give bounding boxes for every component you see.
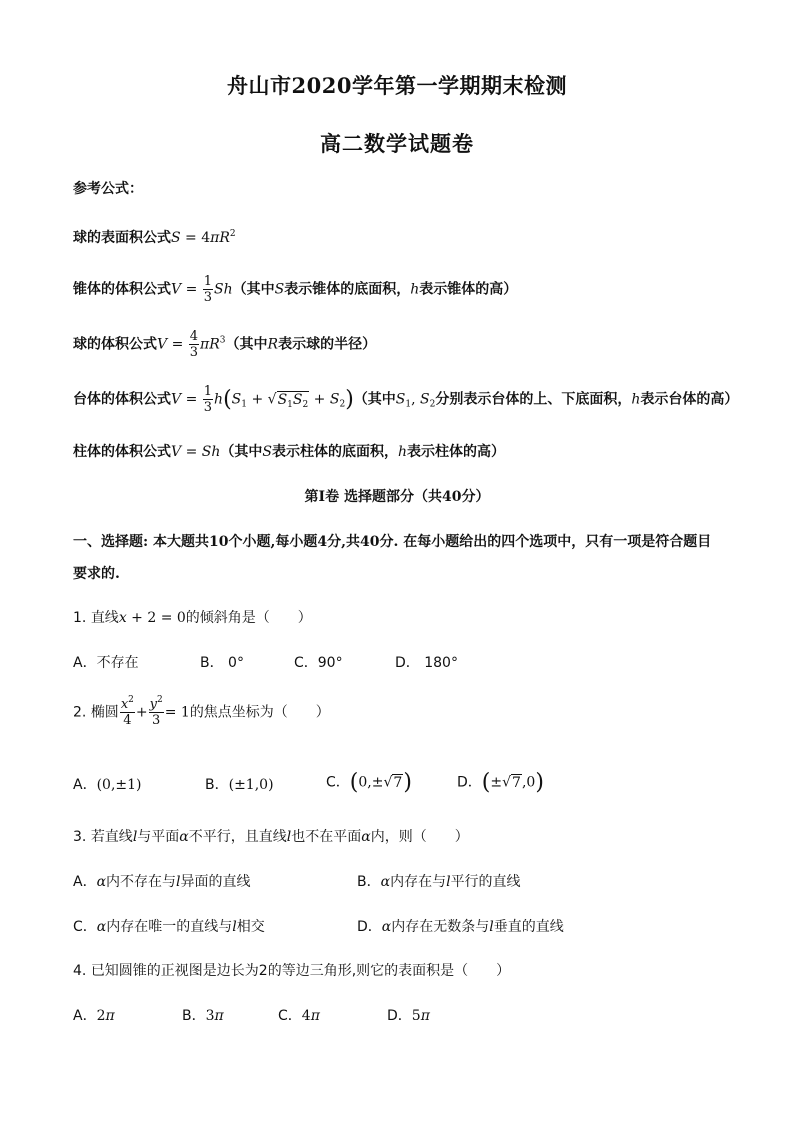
part-title: 第Ⅰ卷 选择题部分（共40分） — [304, 489, 490, 505]
formula-label: 柱体的体积公式 — [73, 444, 171, 460]
q3-option-d[interactable]: D．α内存在无数条与l垂直的直线 — [357, 919, 564, 935]
question-2: 2. 椭圆 $\frac{x^2}{4}$ + $\frac{y^2}{3}$ = 1的焦点坐标为（ ） — [73, 695, 330, 728]
q2-option-d[interactable]: D．(±√7,0) — [457, 770, 544, 795]
q1-option-a[interactable]: A．不存在 — [73, 655, 139, 671]
formula-label: 球的体积公式 — [73, 336, 157, 353]
fraction: $\frac{1}{3}$ — [203, 274, 213, 305]
fraction: $\frac{y^2}{3}$ — [149, 695, 163, 728]
fraction: $\frac{x^2}{4}$ — [120, 695, 134, 728]
section-intro: 一、选择题: 本大题共10个小题,每小题4分,共40分. 在每小题给出的四个选项中，只有一项是符合题目 — [73, 534, 712, 550]
section-intro-cont: 要求的. — [73, 566, 120, 582]
formula-label: 锥体的体积公式 — [73, 281, 171, 298]
formula-label: 台体的体积公式 — [73, 391, 171, 408]
q2-option-a[interactable]: A．(0,±1) — [73, 777, 142, 793]
fraction: $\frac{1}{3}$ — [203, 384, 213, 415]
q3-option-c[interactable]: C．α内存在唯一的直线与l相交 — [73, 919, 265, 935]
formula-frustum-volume: 台体的体积公式V = $\frac{1}{3}$ $h(S_1 + √S_1S_2 + S_2)$（其中$S_1$, $S_2$分别表示台体的上、下底面积，h表示台体的高） — [73, 384, 739, 415]
q2-option-b[interactable]: B．(±1,0) — [205, 777, 274, 793]
q4-option-c[interactable]: C．4π — [278, 1008, 320, 1024]
formula-header: 参考公式： — [73, 181, 143, 197]
formula-cone-volume: 锥体的体积公式V = $\frac{1}{3}$ Sh（其中S表示锥体的底面积，h表示锥体的高） — [73, 274, 518, 305]
formula-sphere-surface: 球的表面积公式$S = 4\pi R^2$ — [73, 229, 236, 246]
q4-option-b[interactable]: B．3π — [182, 1008, 224, 1024]
formula-label: 球的表面积公式 — [73, 230, 171, 246]
fraction: $\frac{4}{3}$ — [189, 329, 199, 360]
q4-option-a[interactable]: A．2π — [73, 1008, 115, 1024]
q3-option-a[interactable]: A．α内不存在与l异面的直线 — [73, 874, 251, 890]
q1-option-b[interactable]: B． 0° — [200, 655, 244, 671]
q3-option-b[interactable]: B．α内存在与l平行的直线 — [357, 874, 521, 890]
question-1: 1. 直线x + 2 = 0的倾斜角是（ ） — [73, 610, 312, 626]
question-4: 4. 已知圆锥的正视图是边长为2的等边三角形,则它的表面积是（ ） — [73, 963, 511, 979]
q4-option-d[interactable]: D．5π — [387, 1008, 430, 1024]
q1-option-d[interactable]: D． 180° — [395, 655, 458, 671]
exam-title: 舟山市2020学年第一学期期末检测 — [227, 73, 567, 98]
q1-option-c[interactable]: C．90° — [294, 655, 343, 671]
exam-subtitle: 高二数学试题卷 — [320, 131, 474, 156]
formula-prism-volume: 柱体的体积公式V = Sh（其中S表示柱体的底面积，h表示柱体的高） — [73, 444, 505, 460]
q2-option-c[interactable]: C．(0,±√7) — [326, 770, 412, 795]
question-3: 3. 若直线l与平面α不平行，且直线l也不在平面α内，则（ ） — [73, 829, 469, 845]
formula-sphere-volume: 球的体积公式V = $\frac{4}{3}$ $\pi R^3$（其中R表示球的半径） — [73, 329, 377, 360]
